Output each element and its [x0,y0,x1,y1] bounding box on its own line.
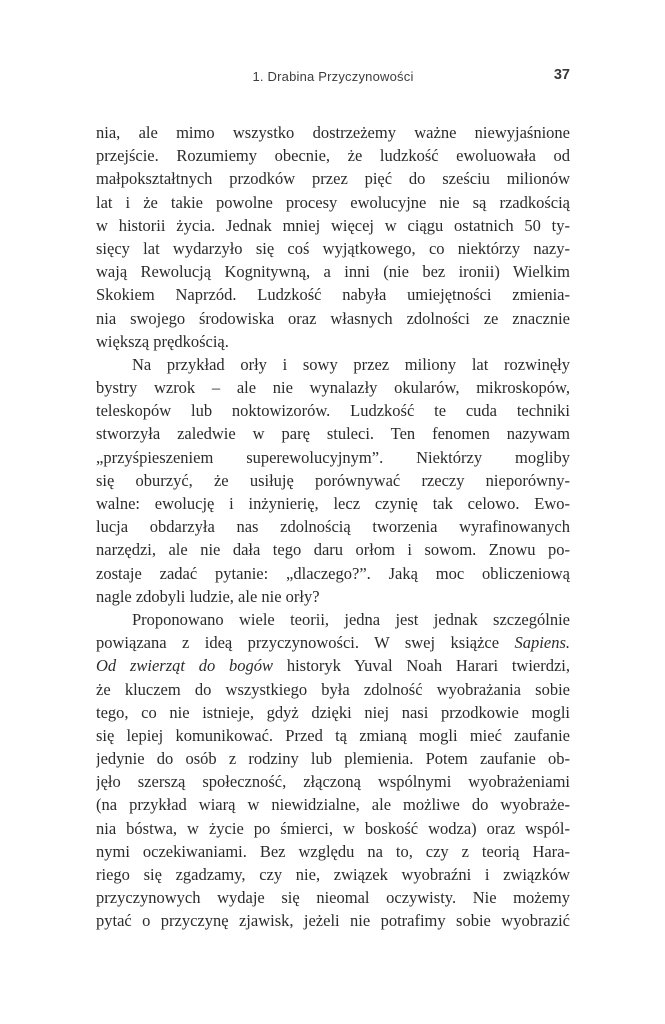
text-line [96,863,570,886]
text-line [96,747,570,770]
text-line [96,330,570,353]
book-title-italic: Od zwierząt do bogów [96,656,274,676]
text-line [96,167,570,190]
text-segment: w historii życia. Jednak mniej więcej w ciągu ostatnich 50 ty- [96,215,570,235]
text-segment: Skokiem Naprzód. Ludzkość nabyła umiejętności zmienia- [96,285,570,305]
text-line [96,562,570,585]
text-segment: lucja obdarzyła nas zdolnością tworzenia wyrafinowanych [96,517,570,537]
text-segment: stworzyła zaledwie w parę stuleci. Ten fenomen nazywam [96,424,570,444]
text-line [96,770,570,793]
text-segment: powiązana z ideą przyczynowości. W swej książce [96,633,515,653]
text-segment: większą prędkością. [96,331,229,351]
text-line [96,631,570,654]
book-title-italic: Sapiens. [514,633,570,653]
text-segment: teleskopów lub noktowizorów. Ludzkość te cuda techniki [96,401,570,421]
page-number: 37 [553,67,570,83]
text-segment: bystry wzrok – ale nie wynalazły okularów, mikroskopów, [96,378,570,398]
text-segment: się oburzyć, że usiłuję porównywać rzeczy nieporówny- [96,470,570,490]
text-segment: riego się zgadzamy, czy nie, związek wyobraźni i związków [96,865,570,884]
text-segment: nagle zdobyli ludzie, ale nie orły? [96,586,320,606]
text-line [96,121,570,144]
text-line [96,538,570,561]
text-segment: się lepiej komunikować. Przed tą zmianą mogli mieć zaufanie [96,725,570,745]
text-line [96,608,570,631]
text-segment: małpokształtnych przodków przez pięć do sześciu milionów [96,169,570,189]
text-line [96,237,570,260]
text-line [96,422,570,445]
text-segment: jedynie do osób z rodziny lub plemienia. Potem zaufanie ob- [96,749,570,769]
text-line [96,678,570,701]
text-segment: lat i że takie powolne procesy ewolucyjne nie są rzadkością [96,192,570,212]
page-header [96,68,570,85]
text-line [96,260,570,283]
text-line [96,307,570,330]
text-line [96,446,570,469]
text-segment: że kluczem do wszystkiego była zdolność wyobrażania sobie [96,679,570,699]
text-segment: jęło szerszą społeczność, złączoną wspólnymi wyobrażeniami [96,772,570,792]
text-segment: Na przykład orły i sowy przez miliony lat rozwinęły [132,354,570,374]
text-segment: Proponowano wiele teorii, jedna jest jednak szczególnie [132,609,570,629]
text-segment: walne: ewolucję i inżynierię, lecz czynię tak celowo. Ewo- [96,494,570,513]
text-segment: wają Rewolucją Kognitywną, a inni (nie bez ironii) Wielkim [96,262,570,282]
text-segment: „przyśpieszeniem superewolucyjnym”. Niektórzy mogliby [96,447,570,467]
text-line [96,191,570,214]
text-line [96,214,570,237]
text-line [96,515,570,538]
text-segment: pytać o przyczynę zjawisk, jeżeli nie potrafimy sobie wyobrazić [96,911,570,931]
text-segment: przejście. Rozumiemy obecnie, że ludzkość ewoluowała od [96,146,570,166]
text-line [96,283,570,306]
text-segment: nia, ale mimo wszystko dostrzeżemy ważne niewyjaśnione [96,123,570,142]
text-segment: zostaje zadać pytanie: „dlaczego?”. Jaką moc obliczeniową [96,563,570,583]
text-line [96,654,570,677]
text-line [96,724,570,747]
text-line [96,817,570,840]
text-line [96,840,570,863]
text-line [96,376,570,399]
text-line [96,909,570,932]
text-segment: nia bóstwa, w życie po śmierci, w boskość wodza) oraz wspól- [96,818,570,838]
text-line [96,353,570,376]
text-line [96,144,570,167]
text-segment: narzędzi, ale nie dała tego daru orłom i sowom. Znowu po- [96,540,570,560]
text-line [96,492,570,515]
text-segment: sięcy lat wydarzyło się coś wyjątkowego, co niektórzy nazy- [96,238,570,258]
text-line [96,585,570,608]
running-head-chapter-title: 1. Drabina Przyczynowości [252,69,414,84]
body-text [96,121,570,933]
text-segment: nia swojego środowiska oraz własnych zdolności ze znacznie [96,308,570,328]
text-segment: tego, co nie istnieje, gdyż dzięki niej nasi przodkowie mogli [96,702,570,722]
text-line [96,793,570,816]
text-line [96,469,570,492]
text-segment: przyczynowych wydaje się nieomal oczywisty. Nie możemy [96,888,570,908]
text-line [96,701,570,724]
text-segment: historyk Yuval Noah Harari twierdzi, [273,656,570,676]
text-line [96,399,570,422]
text-segment: (na przykład wiarą w niewidzialne, ale możliwe do wyobraże- [96,795,570,815]
text-segment: nymi oczekiwaniami. Bez względu na to, czy z teorią Hara- [96,841,570,861]
text-line [96,886,570,909]
